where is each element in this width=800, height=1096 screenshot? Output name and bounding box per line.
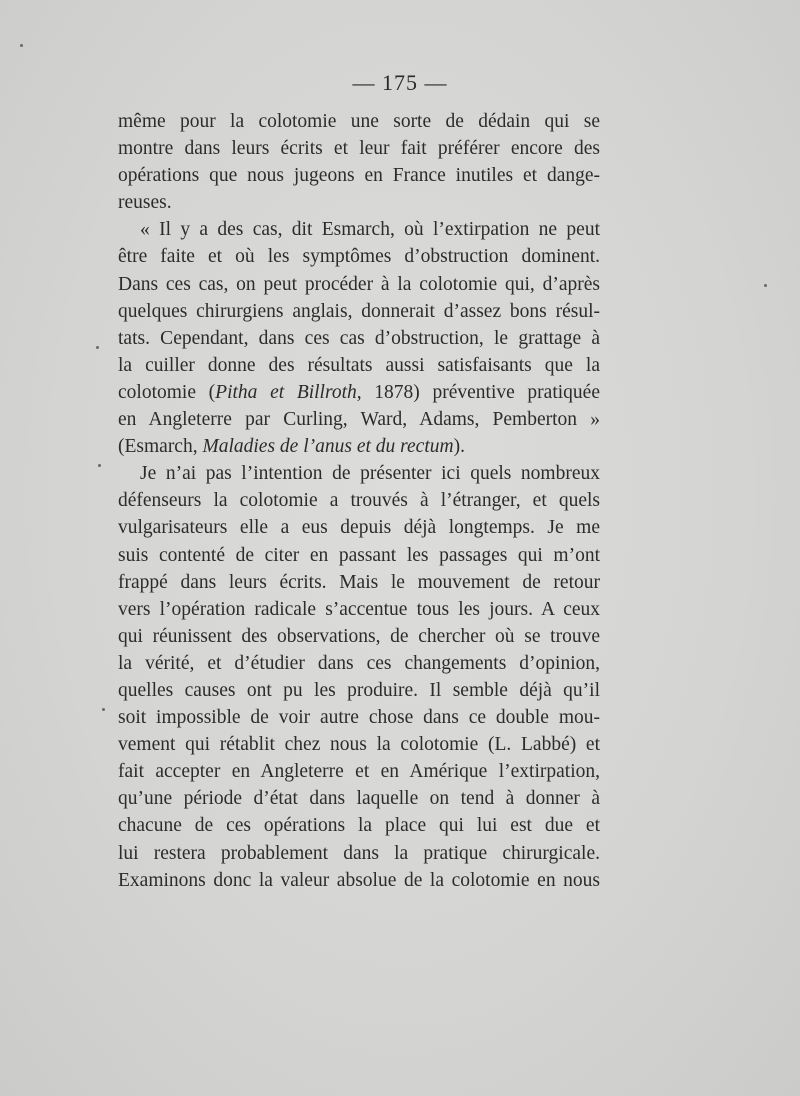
- paper-speck: [20, 44, 23, 47]
- text-line: frappé dans leurs écrits. Mais le mouvement de retour: [118, 571, 600, 593]
- text-line: même pour la colotomie une sorte de dédain qui se: [118, 111, 600, 132]
- text-line: [118, 433, 600, 460]
- text-line: la cuiller donne des résultats aussi satisfaisants que la: [118, 354, 600, 376]
- paper-speck: [98, 464, 101, 467]
- text-line: vement qui rétablit chez nous la colotomie (L. Labbé) et: [118, 734, 600, 756]
- body-text: [118, 108, 600, 894]
- italic-book-title: Maladies de l’anus et du rectum: [202, 436, 454, 458]
- paper-speck: [96, 346, 99, 349]
- text-line: chacune de ces opérations la place qui lui est due et: [118, 815, 600, 837]
- text-line: soit impossible de voir autre chose dans ce double mou-: [118, 707, 600, 729]
- text-line: Examinons donc la valeur absolue de la colotomie en nous: [118, 869, 600, 891]
- page-number: — 175 —: [352, 70, 448, 95]
- italic-citation: Pitha et Billroth,: [215, 381, 362, 403]
- text-line: quelles causes ont pu les produire. Il semble déjà qu’il: [118, 679, 600, 701]
- text-line: tats. Cependant, dans ces cas d’obstruction, le grattage à: [118, 327, 600, 349]
- text-line: fait accepter en Angleterre et en Amérique l’extirpation,: [118, 761, 600, 783]
- text-line: suis contenté de citer en passant les passages qui m’ont: [118, 544, 600, 566]
- text-line: qu’une période d’état dans laquelle on tend à donner à: [118, 788, 600, 810]
- text-line: Dans ces cas, on peut procéder à la colotomie qui, d’après: [118, 273, 600, 295]
- text-line: [118, 379, 600, 406]
- text-line: montre dans leurs écrits et leur fait préférer encore des: [118, 138, 600, 160]
- text-line: opérations que nous jugeons en France inutiles et dange-: [118, 165, 600, 187]
- text-segment: (Esmarch,: [118, 436, 203, 458]
- paper-speck: [102, 708, 105, 711]
- text-line: lui restera probablement dans la pratique chirurgicale.: [118, 842, 600, 864]
- text-line: « Il y a des cas, dit Esmarch, où l’extirpation ne peut: [140, 219, 600, 241]
- text-line: Je n’ai pas l’intention de présenter ici quels nombreux: [140, 463, 600, 485]
- text-line: reuses.: [118, 192, 172, 214]
- text-line: qui réunissent des observations, de chercher où se trouve: [118, 625, 600, 647]
- text-line: être faite et où les symptômes d’obstruction dominent.: [118, 246, 600, 268]
- text-line: quelques chirurgiens anglais, donnerait d’assez bons résul-: [118, 300, 600, 322]
- text-segment: ).: [453, 436, 465, 458]
- text-line: défenseurs la colotomie a trouvés à l’étranger, et quels: [118, 490, 600, 512]
- text-line: vulgarisateurs elle a eus depuis déjà longtemps. Je me: [118, 517, 600, 539]
- text-line: la vérité, et d’étudier dans ces changements d’opinion,: [118, 652, 600, 674]
- paper-speck: [764, 284, 767, 287]
- text-line: en Angleterre par Curling, Ward, Adams, Pemberton »: [118, 409, 600, 431]
- text-line: vers l’opération radicale s’accentue tous les jours. A ceux: [118, 598, 600, 620]
- text-segment: 1878) préventive pratiquée: [361, 381, 600, 403]
- text-segment: colotomie (: [118, 381, 216, 403]
